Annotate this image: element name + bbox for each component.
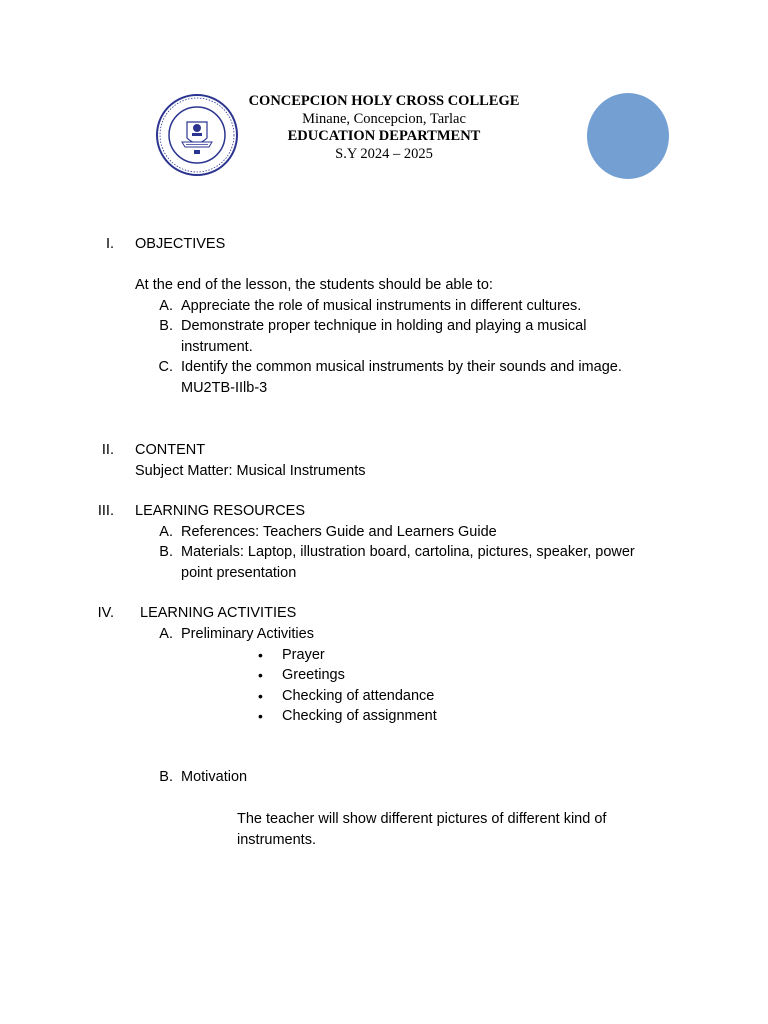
bullet-icon: • <box>258 708 263 724</box>
objectives-intro: At the end of the lesson, the students should be able to: <box>135 277 493 293</box>
resource-b-letter: B. <box>159 544 173 560</box>
objective-b-text-line2: instrument. <box>181 339 253 355</box>
resource-b-text-line2: point presentation <box>181 565 297 581</box>
bullet-icon: • <box>258 688 263 704</box>
motivation-title: Motivation <box>181 769 248 785</box>
activities-title: LEARNING ACTIVITIES <box>140 605 297 621</box>
content-numeral: II. <box>101 442 114 458</box>
objective-a-text: Appreciate the role of musical instruments in different cultures. <box>181 298 582 314</box>
resources-title: LEARNING RESOURCES <box>135 503 306 519</box>
content-title: CONTENT <box>135 442 206 458</box>
resource-a-text: References: Teachers Guide and Learners Guide <box>181 524 497 540</box>
motivation-text-line2: instruments. <box>237 832 316 848</box>
objective-b-text-line1: Demonstrate proper technique in holding and playing a musical <box>181 318 587 334</box>
department-name: EDUCATION DEPARTMENT <box>287 128 481 144</box>
objective-b-letter: B. <box>159 318 173 334</box>
resource-b-text-line1: Materials: Laptop, illustration board, cartolina, pictures, speaker, power <box>181 544 635 560</box>
objective-c-text-line2: MU2TB-IIlb-3 <box>181 380 268 396</box>
content-subject-matter: Subject Matter: Musical Instruments <box>135 463 366 479</box>
college-seal-logo <box>154 92 240 178</box>
objectives-title: OBJECTIVES <box>135 236 226 252</box>
list-item: Checking of assignment <box>282 708 437 724</box>
motivation-text-line1: The teacher will show different pictures of different kind of <box>237 811 607 827</box>
objective-c-text-line1: Identify the common musical instruments by their sounds and image. <box>181 359 622 375</box>
list-item: Checking of attendance <box>282 688 435 704</box>
list-item: Prayer <box>282 647 325 663</box>
decorative-circle <box>587 93 669 179</box>
resources-numeral: III. <box>97 503 114 519</box>
motivation-letter: B. <box>159 769 173 785</box>
objective-a-letter: A. <box>159 298 173 314</box>
objective-c-letter: C. <box>158 359 173 375</box>
bullet-icon: • <box>258 647 263 663</box>
resource-a-letter: A. <box>159 524 173 540</box>
activities-numeral: IV. <box>97 605 114 621</box>
list-item: Greetings <box>282 667 345 683</box>
school-address: Minane, Concepcion, Tarlac <box>302 110 466 127</box>
objectives-numeral: I. <box>105 236 114 252</box>
bullet-icon: • <box>258 667 263 683</box>
header-block <box>234 93 534 163</box>
preliminary-title: Preliminary Activities <box>181 626 314 642</box>
school-year: S.Y 2024 – 2025 <box>335 145 433 162</box>
preliminary-letter: A. <box>159 626 173 642</box>
school-name: CONCEPCION HOLY CROSS COLLEGE <box>248 93 520 109</box>
